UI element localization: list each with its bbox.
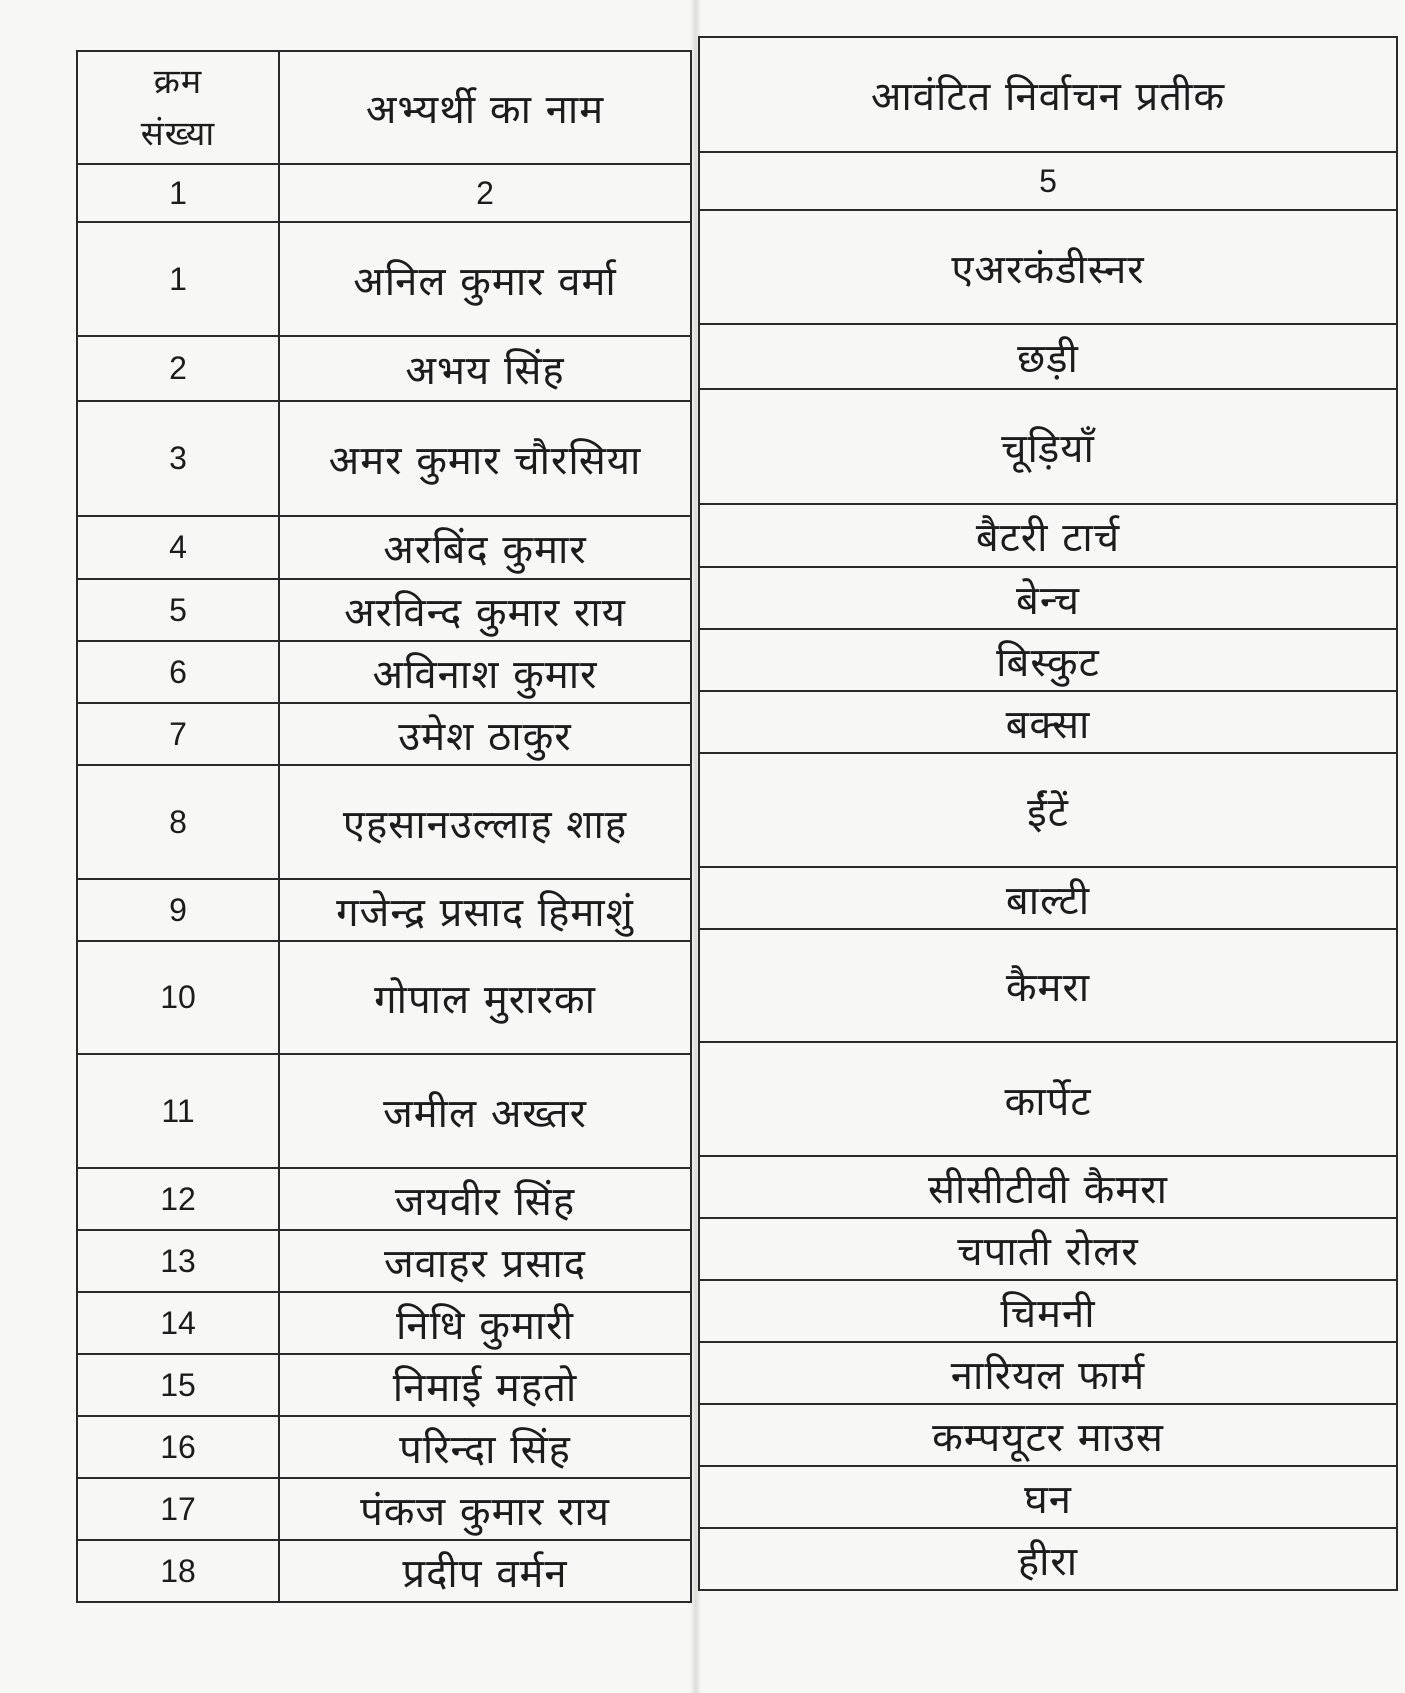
table-row [77,336,691,401]
table-row [699,1218,1397,1280]
serial-cell: 16 [77,1416,279,1478]
serial-cell: 18 [77,1540,279,1602]
table-row [77,222,691,336]
symbol-cell: छड़ी [699,324,1397,389]
candidate-name-cell: जयवीर सिंह [279,1168,691,1230]
table-row [77,1168,691,1230]
table-row [699,504,1397,567]
serial-cell: 8 [77,765,279,879]
table-row [77,703,691,765]
candidate-name-cell: निमाई महतो [279,1354,691,1416]
table-row [699,1466,1397,1528]
serial-header [77,51,279,164]
serial-cell: 13 [77,1230,279,1292]
serial-cell: 11 [77,1054,279,1168]
symbol-cell: चपाती रोलर [699,1218,1397,1280]
table-row [77,1540,691,1602]
candidate-name-cell: अविनाश कुमार [279,641,691,703]
candidate-name-cell: निधि कुमारी [279,1292,691,1354]
column-number-row [77,164,691,222]
table-row [699,629,1397,691]
candidate-name-cell: अरबिंद कुमार [279,516,691,579]
symbol-cell: ईंटें [699,753,1397,867]
serial-cell: 6 [77,641,279,703]
symbol-cell: कम्पयूटर माउस [699,1404,1397,1466]
table-row [699,753,1397,867]
symbol-cell: बिस्कुट [699,629,1397,691]
symbol-cell: बक्सा [699,691,1397,753]
symbol-cell: चिमनी [699,1280,1397,1342]
table-row [699,691,1397,753]
table-row [77,879,691,941]
serial-cell: 2 [77,336,279,401]
candidate-name-cell: एहसानउल्लाह शाह [279,765,691,879]
symbol-cell: बैटरी टार्च [699,504,1397,567]
serial-header-line1: क्रम [153,61,203,102]
column-number-row [699,152,1397,210]
serial-cell: 4 [77,516,279,579]
candidate-name-cell: जवाहर प्रसाद [279,1230,691,1292]
symbol-header: आवंटित निर्वाचन प्रतीक [699,37,1397,152]
name-header: अभ्यर्थी का नाम [279,51,691,164]
serial-cell: 9 [77,879,279,941]
table-row [77,516,691,579]
table-row [77,579,691,641]
serial-cell: 17 [77,1478,279,1540]
table-row [699,210,1397,324]
table-row [77,401,691,516]
symbol-cell: सीसीटीवी कैमरा [699,1156,1397,1218]
table-row [699,929,1397,1042]
table-row [699,1280,1397,1342]
candidate-name-cell: गजेन्द्र प्रसाद हिमाशुं [279,879,691,941]
symbol-cell: चूड़ियाँ [699,389,1397,504]
candidate-name-cell: अनिल कुमार वर्मा [279,222,691,336]
table-row [77,1354,691,1416]
symbol-cell: नारियल फार्म [699,1342,1397,1404]
table-row [77,941,691,1054]
candidate-name-cell: अमर कुमार चौरसिया [279,401,691,516]
table-row [77,1054,691,1168]
table-row [77,641,691,703]
name-column-number: 2 [279,164,691,222]
table-row [77,765,691,879]
table-row [699,389,1397,504]
symbol-table [698,36,1398,1591]
table-row [699,1528,1397,1590]
symbol-cell: एअरकंडीस्नर [699,210,1397,324]
candidate-name-cell: प्रदीप वर्मन [279,1540,691,1602]
candidate-name-cell: अरविन्द कुमार राय [279,579,691,641]
symbol-column-number: 5 [699,152,1397,210]
table-row [699,324,1397,389]
header-row [77,51,691,164]
serial-cell: 15 [77,1354,279,1416]
candidate-name-cell: जमील अख्तर [279,1054,691,1168]
table-row [699,1404,1397,1466]
symbol-cell: कैमरा [699,929,1397,1042]
candidate-name-cell: गोपाल मुरारका [279,941,691,1054]
serial-cell: 5 [77,579,279,641]
serial-cell: 1 [77,222,279,336]
symbol-cell: हीरा [699,1528,1397,1590]
symbol-cell: बाल्टी [699,867,1397,929]
table-row [699,867,1397,929]
serial-cell: 3 [77,401,279,516]
header-row [699,37,1397,152]
table-row [699,567,1397,629]
table-row [699,1042,1397,1156]
table-row [77,1478,691,1540]
candidate-table [76,50,692,1603]
candidate-name-cell: अभय सिंह [279,336,691,401]
table-row [77,1292,691,1354]
serial-cell: 14 [77,1292,279,1354]
serial-cell: 7 [77,703,279,765]
table-row [77,1416,691,1478]
symbol-cell: बेन्च [699,567,1397,629]
table-row [699,1156,1397,1218]
candidate-name-cell: पंकज कुमार राय [279,1478,691,1540]
candidate-name-cell: उमेश ठाकुर [279,703,691,765]
candidate-name-cell: परिन्दा सिंह [279,1416,691,1478]
serial-column-number: 1 [77,164,279,222]
symbol-cell: कार्पेट [699,1042,1397,1156]
serial-cell: 10 [77,941,279,1054]
table-row [77,1230,691,1292]
serial-header-line2: संख्या [140,113,216,154]
serial-cell: 12 [77,1168,279,1230]
symbol-cell: घन [699,1466,1397,1528]
table-row [699,1342,1397,1404]
